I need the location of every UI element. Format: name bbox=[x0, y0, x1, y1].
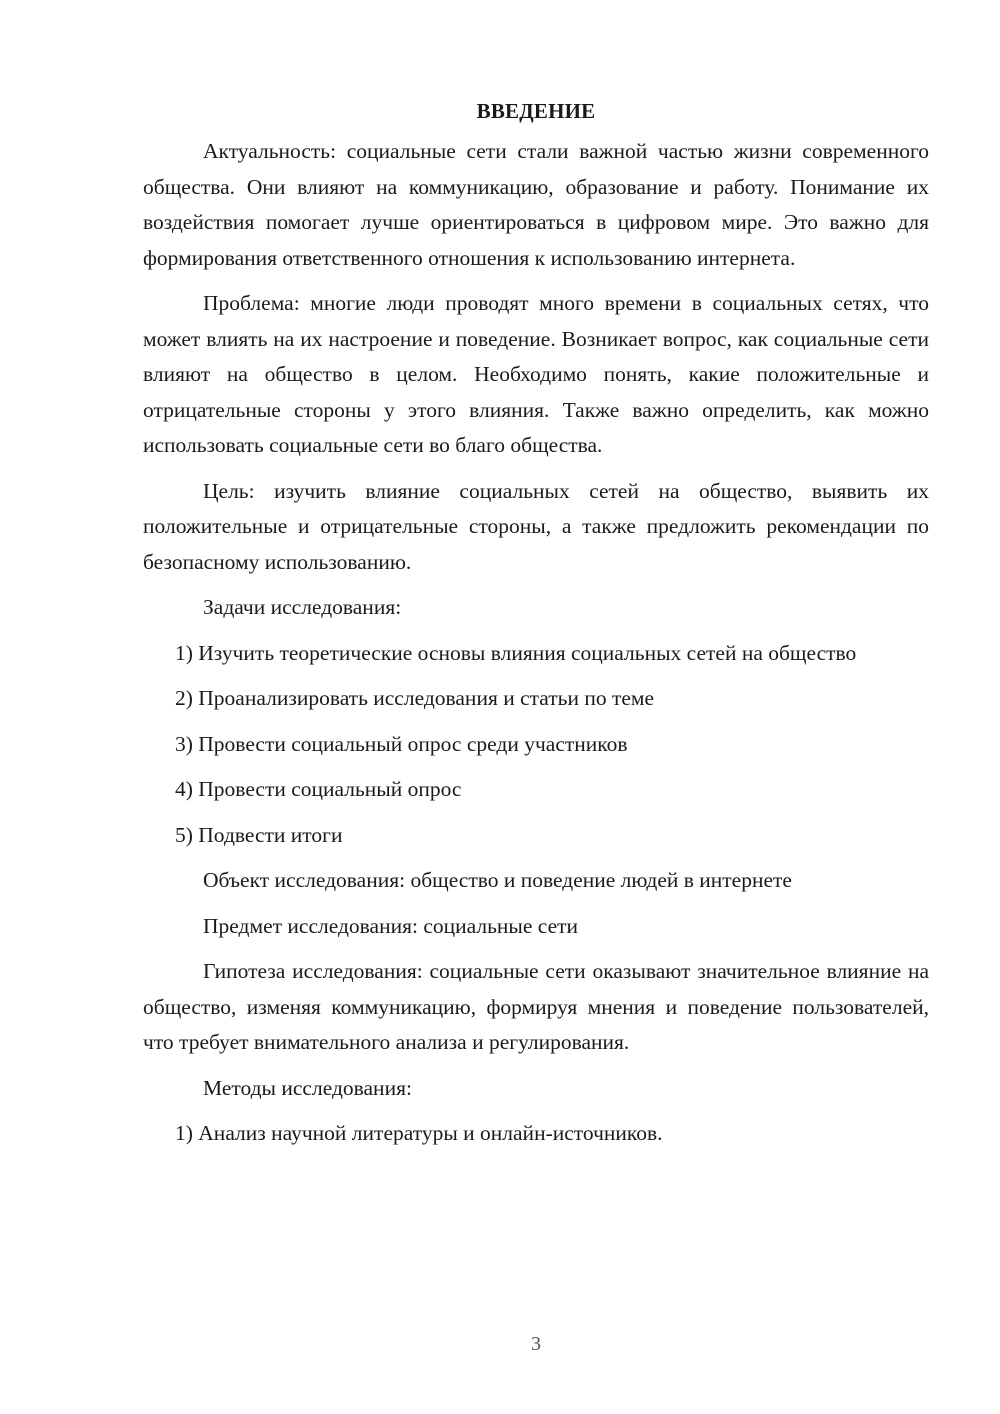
problem-paragraph: Проблема: многие люди проводят много времени в социальных сетях, что может влиять на их настроение и поведение. Возникает вопрос, как социальные сети влияют на общество в целом. Необходимо понять, какие положительные и отрицательные стороны у этого влияния. Также важно определить, как можно использовать социальные сети во благо общества. bbox=[143, 291, 929, 457]
page-content bbox=[143, 93, 929, 1162]
task-item: 1) Изучить теоретические основы влияния социальных сетей на общество bbox=[175, 640, 857, 665]
task-item: 4) Провести социальный опрос bbox=[175, 777, 462, 801]
methods-title: Методы исследования: bbox=[203, 1075, 412, 1100]
section-heading: ВВЕДЕНИЕ bbox=[476, 99, 596, 123]
object-paragraph: Объект исследования: общество и поведение людей в интернете bbox=[203, 868, 792, 892]
relevance-paragraph: Актуальность: социальные сети стали важной частью жизни современного общества. Они влияют на коммуникацию, образование и работу. Понимание их воздействия помогает лучше ориентироваться в цифровом мире. Это важно для формирования ответственного отношения к использованию интернета. bbox=[143, 139, 929, 270]
task-item: 2) Проанализировать исследования и статьи по теме bbox=[175, 686, 655, 710]
task-item: 3) Провести социальный опрос среди участников bbox=[175, 731, 628, 756]
task-item: 5) Подвести итоги bbox=[175, 822, 343, 847]
tasks-title: Задачи исследования: bbox=[203, 595, 402, 619]
page-number: 3 bbox=[531, 1333, 541, 1355]
goal-paragraph: Цель: изучить влияние социальных сетей на общество, выявить их положительные и отрицательные стороны, а также предложить рекомендации по безопасному использованию. bbox=[143, 478, 929, 574]
hypothesis-paragraph: Гипотеза исследования: социальные сети оказывают значительное влияние на общество, изменяя коммуникацию, формируя мнения и поведение пользователей, что требует внимательного анализа и регулирования. bbox=[143, 959, 929, 1054]
subject-paragraph: Предмет исследования: социальные сети bbox=[203, 913, 579, 938]
method-item: 1) Анализ научной литературы и онлайн-источников. bbox=[175, 1121, 663, 1145]
